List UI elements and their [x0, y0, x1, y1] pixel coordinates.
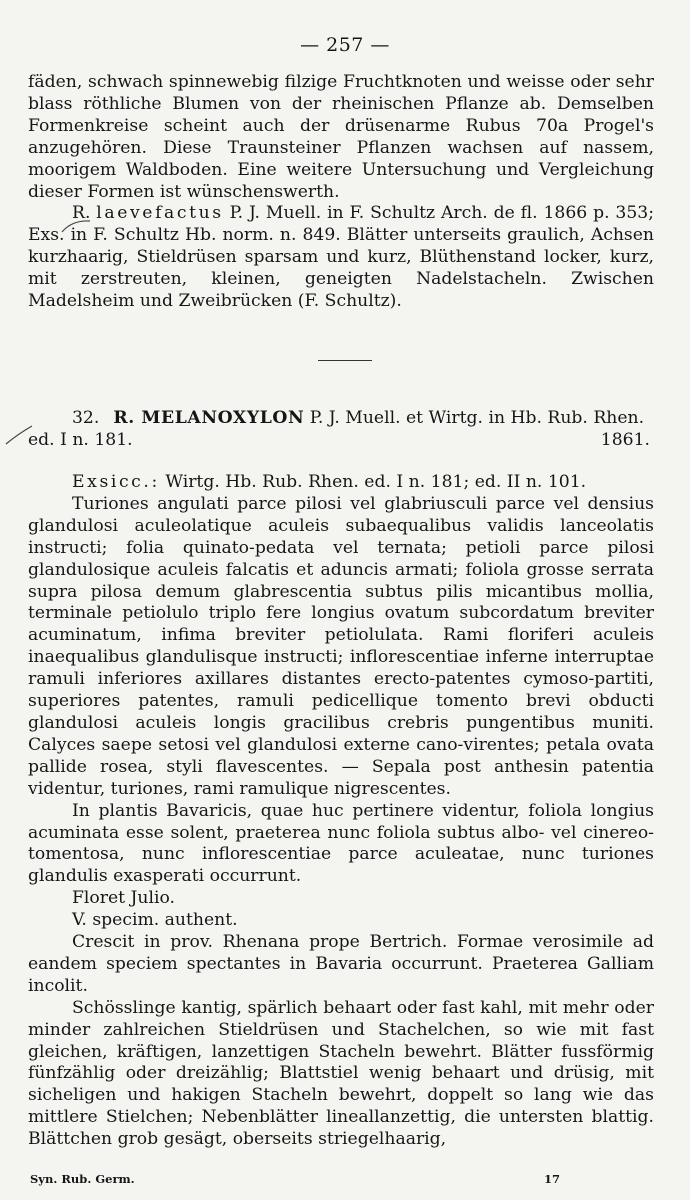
- variety-name: laevefactus: [96, 203, 224, 224]
- bavarian-note: In plantis Bavaricis, quae huc pertinere videntur, foliola longius acuminata esse solent, praeterea nunc foliola subtus albo- vel cinereo-tomentosa, nunc inflorescentiae parce aculeatae, nunc turiones glandulis exasperati occurrunt.: [28, 800, 654, 887]
- intro-section: [28, 72, 654, 313]
- page-footer: [30, 1172, 560, 1186]
- species-authority: P. J. Muell. et Wirtg. in Hb. Rub. Rhen.: [309, 408, 645, 428]
- species-year: 1861.: [600, 429, 650, 450]
- species-edition: ed. I n. 181.: [28, 429, 133, 450]
- flowering: Floret Julio.: [72, 888, 175, 909]
- section-divider: [318, 360, 372, 361]
- footer-sheet-number: 17: [543, 1172, 560, 1186]
- variety-text: P. J. Muell. in F. Schultz Arch. de fl. 1866 p. 353; Exs. in F. Schultz Hb. norm. n. 849. Blätter unterseits graulich, Achsen kurzhaarig, Stieldrüsen sparsam und kurz, Blüthenstand locker, kurz, mit zerstreuten, kleinen, geneigten Nadelstacheln. Zwischen Madelsheim und Zweibrücken (F. Schultz).: [28, 203, 654, 312]
- latin-description: Turiones angulati parce pilosi vel glabriusculi parce vel densius glandulosi aculeolatique aculeis subaequalibus validis lanceolatis instructi; folia quinato-pedata vel ternata; petioli parce pilosi glandulosique aculeis falcatis et aduncis armati; foliola grosse serrata supra pilosa demum glabrescentia subtus pilis micantibus mollia, terminale petiolulo triplo fere longius ovatum subcordatum breviter acuminatum, infima breviter petiolulata. Rami floriferi aculeis inaequalibus glandulisque instructi; inflorescentiae inferne interruptae ramuli inferiores axillares distantes erecto-patentes cymoso-partiti, superiores patentes, ramuli pedicellique tomento brevi obducti glandulosi aculeis longis gracilibus crebris pungentibus muniti. Calyces saepe setosi vel glandulosi externe cano-virentes; petala ovata pallide rosea, styli flavescentes. — Sepala post anthesin patentia videntur, turiones, rami ramulique nigrescentes.: [28, 493, 654, 799]
- footer-signature: Syn. Rub. Germ.: [30, 1172, 135, 1186]
- pencil-mark-icon: [60, 218, 92, 234]
- page-number: — 257 —: [300, 34, 390, 56]
- habitat: Crescit in prov. Rhenana prope Bertrich. Formae verosimile ad eandem speciem spectantes in Bavaria occurrunt. Praeterea Galliam incolit.: [28, 932, 654, 996]
- intro-paragraph: fäden, schwach spinnewebig filzige Fruchtknoten und weisse oder sehr blass röthliche Blumen von der rheinischen Pflanze ab. Demselben Formenkreise scheint auch der drüsenarme Rubus 70a Progel's anzugehören. Diese Traunsteiner Pflanzen wachsen auf nassem, moorigem Waldboden. Eine weitere Untersuchung und Vergleichung dieser Formen ist wünschenswerth.: [28, 72, 654, 202]
- pencil-mark-icon: [4, 424, 34, 446]
- variety-paragraph: [28, 203, 654, 313]
- species-name: R. MELANOXYLON: [113, 408, 305, 428]
- species-number: 32.: [72, 408, 100, 428]
- german-description: Schösslinge kantig, spärlich behaart oder fast kahl, mit mehr oder minder zahlreichen Stieldrüsen und Stachelchen, so wie mit fast gleichen, kräftigen, lanzettigen Stacheln bewehrt. Blätter fussförmig fünfzählig oder dreizählig; Blattstiel wenig behaart und drüsig, mit sicheligen und hakigen Stacheln bewehrt, doppelt so lang wie das mittlere Stielchen; Nebenblätter lineallanzettig, die untersten blattig. Blättchen grob gesägt, oberseits striegelhaarig,: [28, 997, 654, 1150]
- exsicc-text: Wirtg. Hb. Rub. Rhen. ed. I n. 181; ed. II n. 101.: [165, 472, 587, 492]
- exsiccata: [28, 472, 654, 494]
- species-body: [28, 472, 654, 1151]
- species-heading: [28, 408, 654, 452]
- specimen: V. specim. authent.: [72, 910, 238, 931]
- variety-prefix: R.: [72, 203, 91, 224]
- exsicc-label: Exsicc.:: [72, 472, 160, 492]
